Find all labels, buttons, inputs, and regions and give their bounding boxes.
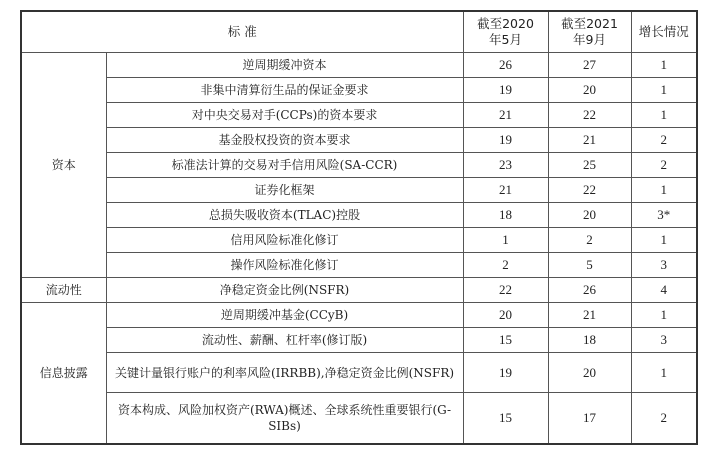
count-2020-cell: 19 xyxy=(463,128,548,153)
standard-cell: 证券化框架 xyxy=(106,178,463,203)
header-standard: 标 准 xyxy=(21,11,463,53)
standard-cell: 流动性、薪酬、杠杆率(修订版) xyxy=(106,328,463,353)
header-growth: 增长情况 xyxy=(631,11,697,53)
header-2020 xyxy=(463,11,548,53)
header-2021-line1: 截至2021 xyxy=(561,16,618,31)
category-cell: 信息披露 xyxy=(21,303,106,445)
table-row xyxy=(21,353,697,393)
count-2020-cell: 23 xyxy=(463,153,548,178)
count-2021-cell: 22 xyxy=(548,178,631,203)
header-2021-line2: 年9月 xyxy=(573,32,606,47)
header-2020-line1: 截至2020 xyxy=(477,16,534,31)
table-row xyxy=(21,303,697,328)
count-2021-cell: 21 xyxy=(548,128,631,153)
growth-cell: 3 xyxy=(631,253,697,278)
count-2020-cell: 2 xyxy=(463,253,548,278)
count-2021-cell: 26 xyxy=(548,278,631,303)
standard-cell: 操作风险标准化修订 xyxy=(106,253,463,278)
growth-cell: 4 xyxy=(631,278,697,303)
standard-cell: 非集中清算衍生品的保证金要求 xyxy=(106,78,463,103)
standard-cell: 信用风险标准化修订 xyxy=(106,228,463,253)
count-2021-cell: 27 xyxy=(548,53,631,78)
count-2020-cell: 20 xyxy=(463,303,548,328)
table-row xyxy=(21,253,697,278)
standard-cell: 对中央交易对手(CCPs)的资本要求 xyxy=(106,103,463,128)
growth-cell: 1 xyxy=(631,178,697,203)
growth-cell: 1 xyxy=(631,353,697,393)
count-2021-cell: 2 xyxy=(548,228,631,253)
growth-cell: 1 xyxy=(631,228,697,253)
count-2020-cell: 22 xyxy=(463,278,548,303)
count-2021-cell: 25 xyxy=(548,153,631,178)
table-row xyxy=(21,178,697,203)
table-row xyxy=(21,393,697,445)
count-2021-cell: 21 xyxy=(548,303,631,328)
count-2020-cell: 18 xyxy=(463,203,548,228)
count-2021-cell: 20 xyxy=(548,203,631,228)
count-2020-cell: 1 xyxy=(463,228,548,253)
standard-cell: 净稳定资金比例(NSFR) xyxy=(106,278,463,303)
growth-cell: 1 xyxy=(631,303,697,328)
table-row xyxy=(21,153,697,178)
standard-cell: 逆周期缓冲资本 xyxy=(106,53,463,78)
count-2021-cell: 20 xyxy=(548,353,631,393)
count-2021-cell: 22 xyxy=(548,103,631,128)
header-row xyxy=(21,11,697,53)
count-2020-cell: 15 xyxy=(463,393,548,445)
count-2021-cell: 18 xyxy=(548,328,631,353)
growth-cell: 3 xyxy=(631,328,697,353)
growth-cell: 2 xyxy=(631,128,697,153)
standard-cell: 逆周期缓冲基金(CCyB) xyxy=(106,303,463,328)
count-2021-cell: 17 xyxy=(548,393,631,445)
count-2020-cell: 21 xyxy=(463,178,548,203)
category-cell: 资本 xyxy=(21,53,106,278)
count-2020-cell: 15 xyxy=(463,328,548,353)
standard-cell: 关键计量银行账户的利率风险(IRRBB),净稳定资金比例(NSFR) xyxy=(106,353,463,393)
count-2020-cell: 19 xyxy=(463,78,548,103)
header-2021 xyxy=(548,11,631,53)
category-cell: 流动性 xyxy=(21,278,106,303)
count-2020-cell: 26 xyxy=(463,53,548,78)
growth-cell: 2 xyxy=(631,393,697,445)
count-2020-cell: 21 xyxy=(463,103,548,128)
table-row xyxy=(21,128,697,153)
table-row xyxy=(21,228,697,253)
table-row xyxy=(21,203,697,228)
standard-cell: 总损失吸收资本(TLAC)控股 xyxy=(106,203,463,228)
count-2020-cell: 19 xyxy=(463,353,548,393)
table-row xyxy=(21,278,697,303)
growth-cell: 1 xyxy=(631,103,697,128)
count-2021-cell: 20 xyxy=(548,78,631,103)
table-row xyxy=(21,328,697,353)
growth-cell: 1 xyxy=(631,53,697,78)
growth-cell: 1 xyxy=(631,78,697,103)
growth-cell: 3* xyxy=(631,203,697,228)
standard-cell: 资本构成、风险加权资产(RWA)概述、全球系统性重要银行(G-SIBs) xyxy=(106,393,463,445)
table-row xyxy=(21,78,697,103)
basel-standards-table xyxy=(20,10,698,445)
table-row xyxy=(21,53,697,78)
standard-cell: 基金股权投资的资本要求 xyxy=(106,128,463,153)
header-2020-line2: 年5月 xyxy=(489,32,522,47)
table-row xyxy=(21,103,697,128)
standard-cell: 标准法计算的交易对手信用风险(SA-CCR) xyxy=(106,153,463,178)
count-2021-cell: 5 xyxy=(548,253,631,278)
growth-cell: 2 xyxy=(631,153,697,178)
